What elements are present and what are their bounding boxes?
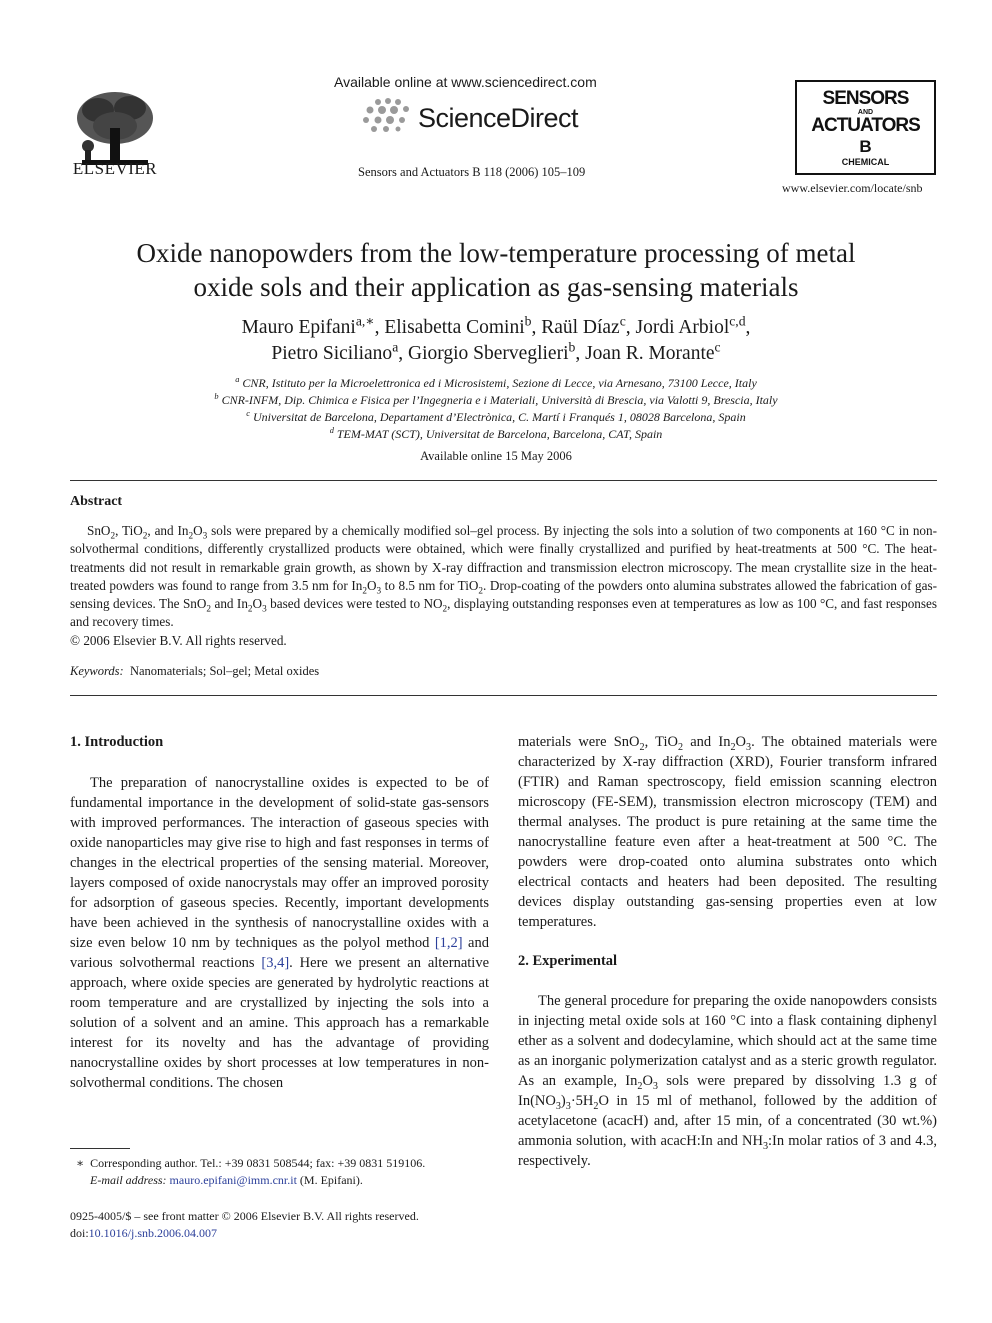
online-date: Available online 15 May 2006 <box>420 449 572 463</box>
available-online-text: Available online at www.sciencedirect.com <box>334 74 597 90</box>
sciencedirect-dots-icon <box>358 96 418 136</box>
divider <box>70 695 937 696</box>
affiliation-list <box>100 375 892 443</box>
author-name: Elisabetta Comini <box>384 317 525 338</box>
author-name: Jordi Arbiol <box>635 317 730 338</box>
sciencedirect-wordmark: ScienceDirect <box>418 103 579 133</box>
author-name: Joan R. Morante <box>585 343 715 364</box>
author-name: Raül Díaz <box>541 317 620 338</box>
doi-link[interactable]: 10.1016/j.snb.2006.04.007 <box>88 1226 218 1240</box>
section-heading-experimental: 2. Experimental <box>518 953 618 969</box>
body-paragraph: materials were SnO$_2$, TiO$_2$ and $In_2O_3$. The obtained materials were characterized by X-ray diffraction (XRD), Fourier transform infrared (FTIR) and Raman spectroscopy, field emission scanning electron microscopy (FE-SEM), transmission electron microscopy (TEM) and thermal analyses. The product is pure retaining at the same time the nanocrystalline feature even after a heat-treatment at 500 °C. The powders were drop-coated onto alumina substrates onto which electrical contacts and heaters had been deposited. The resulting devices display outstanding gas-sensing properties even at low temperatures. <box>518 734 938 930</box>
reference-link[interactable]: [1,2] <box>434 935 463 951</box>
affiliation-item: $^a$ CNR, Istituto per la Microelettronica ed i Microsistemi, Sezione di Lecce, via Arnesano, 73100 Lecce, Italy <box>235 375 757 390</box>
abstract-body <box>70 522 937 650</box>
journal-citation: Sensors and Actuators B 118 (2006) 105–109 <box>358 165 586 179</box>
email-link[interactable]: mauro.epifani@imm.cnr.it <box>169 1173 297 1187</box>
author-name: Giorgio Sberveglieri <box>408 343 569 364</box>
section-heading-introduction: 1. Introduction <box>70 734 164 750</box>
author-name: Pietro Siciliano <box>271 343 393 364</box>
divider <box>70 480 937 481</box>
journal-url-link[interactable]: www.elsevier.com/locate/snb <box>782 181 923 195</box>
copyright-notice: © 2006 Elsevier B.V. All rights reserved. <box>70 632 287 648</box>
corresponding-author-note: ∗ Corresponding author. Tel.: +39 0831 508544; fax: +39 0831 519106. E-mail address: mauro.epifani@imm.cnr.it (M. Epifani). <box>76 1156 426 1187</box>
left-column <box>70 732 489 1093</box>
author-list: Mauro Epifani$^{a,∗}$, Elisabetta Comini$^b$, Raül Díaz$^c$, Jordi Arbiol$^{c,d}$, Pietro Siciliano$^a$, Giorgio Sberveglieri$^b$, Joan R. Morante$^c$ <box>241 313 751 364</box>
affiliation-item: $^c$ Universitat de Barcelona, Departament d’Electrònica, C. Martí i Franqués 1, 08028 Barcelona, Spain <box>246 409 746 424</box>
right-column <box>518 732 937 1171</box>
issn-line: 0925-4005/$ – see front matter © 2006 Elsevier B.V. All rights reserved. <box>70 1209 419 1223</box>
abstract-paragraph: SnO$_2$, TiO$_2$, and $In_2O_3$ sols were prepared by a chemically modified sol–gel process. By injecting the sols into a solution of two components at 160 °C in non-solvothermal conditions, differently crystallized products were obtained, which were finally crystallized and purified by heat-treatments at 500 °C. The heat-treatments did not result in remarkable grain growth, as shown by X-ray diffraction and transmission electron microscopy. The mean crystallite size in the heat-treated powders was found to range from 3.5 nm for $In_2O_3$ to 8.5 nm for TiO$_2$. Drop-coating of the powders onto alumina substrates allowed the fabrication of gas-sensing devices. The SnO$_2$ and $In_2O_3$ based devices were tested to $NO_2$, displaying outstanding responses even at temperatures as low as 100 °C, and fast responses and recovery times. <box>70 523 938 630</box>
body-paragraph: The general procedure for preparing the oxide nanopowders consists in injecting metal oxide sols at 160 °C into a flask containing diphenyl ether as a solvent and dodecylamine, which should act at the same time as an inorganic polymerization catalyst and as a steric growth regulator. As an example, $In_2O_3$ sols were prepared by dissolving 1.3 g of $In(NO_3)_3\cdot 5H_2O$ in 15 ml of methanol, followed by the addition of acetylacetone (acacH) and, after 15 min, of a concentrated (30 wt.%) ammonia solution, with acacH:In and $NH_3:In$ molar ratios of 3 and 4.3, respectively. <box>518 993 937 1169</box>
publisher-name: ELSEVIER <box>72 159 158 178</box>
affiliation-item: $^d$ TEM-MAT (SCT), Universitat de Barcelona, Barcelona, CAT, Spain <box>329 426 663 441</box>
affiliation-item: $^b$ CNR-INFM, Dip. Chimica e Fisica per l’Ingegneria e i Materiali, Università di Brescia, via Valotti 9, Brescia, Italy <box>214 392 778 407</box>
body-paragraph: The preparation of nanocrystalline oxides is expected to be of fundamental importance in the development of solid-state gas-sensors with improved performances. The interaction of gaseous species with oxide nanoparticles may give rise to high and fast responses in terms of changes in the electrical properties of the sensing material. Moreover, layers composed of oxide nanocrystals may offer an improved porosity for adsorption of gaseous species. Recently, important developments have been achieved in the synthesis of nanocrystalline oxides with a size even below 10 nm by techniques as the polyol method [1,2] and various solvothermal reactions [3,4]. Here we present an alternative approach, where oxide species are generated by hydrolytic reactions at room temperature and are crystallized by injecting the sols into a solution of a solvent and an amine. This approach has a remarkable interest for its novelty and has the advantage of providing nanocrystalline oxides by short processes at low temperatures in non-solvothermal conditions. The chosen <box>70 775 490 1091</box>
footnote-divider <box>70 1148 130 1149</box>
author-name: Mauro Epifani <box>241 317 356 338</box>
keywords: Keywords: Nanomaterials; Sol–gel; Metal oxides <box>70 664 320 678</box>
reference-link[interactable]: [3,4] <box>261 955 290 971</box>
article-title: Oxide nanopowders from the low-temperature processing of metal oxide sols and their application as gas-sensing materials <box>136 238 856 302</box>
journal-logo: SENSORS AND ACTUATORS B CHEMICAL <box>795 80 936 175</box>
abstract-heading: Abstract <box>70 494 123 509</box>
page-footer: 0925-4005/$ – see front matter © 2006 Elsevier B.V. All rights reserved. doi:10.1016/j.snb.2006.04.007 <box>70 1209 419 1240</box>
